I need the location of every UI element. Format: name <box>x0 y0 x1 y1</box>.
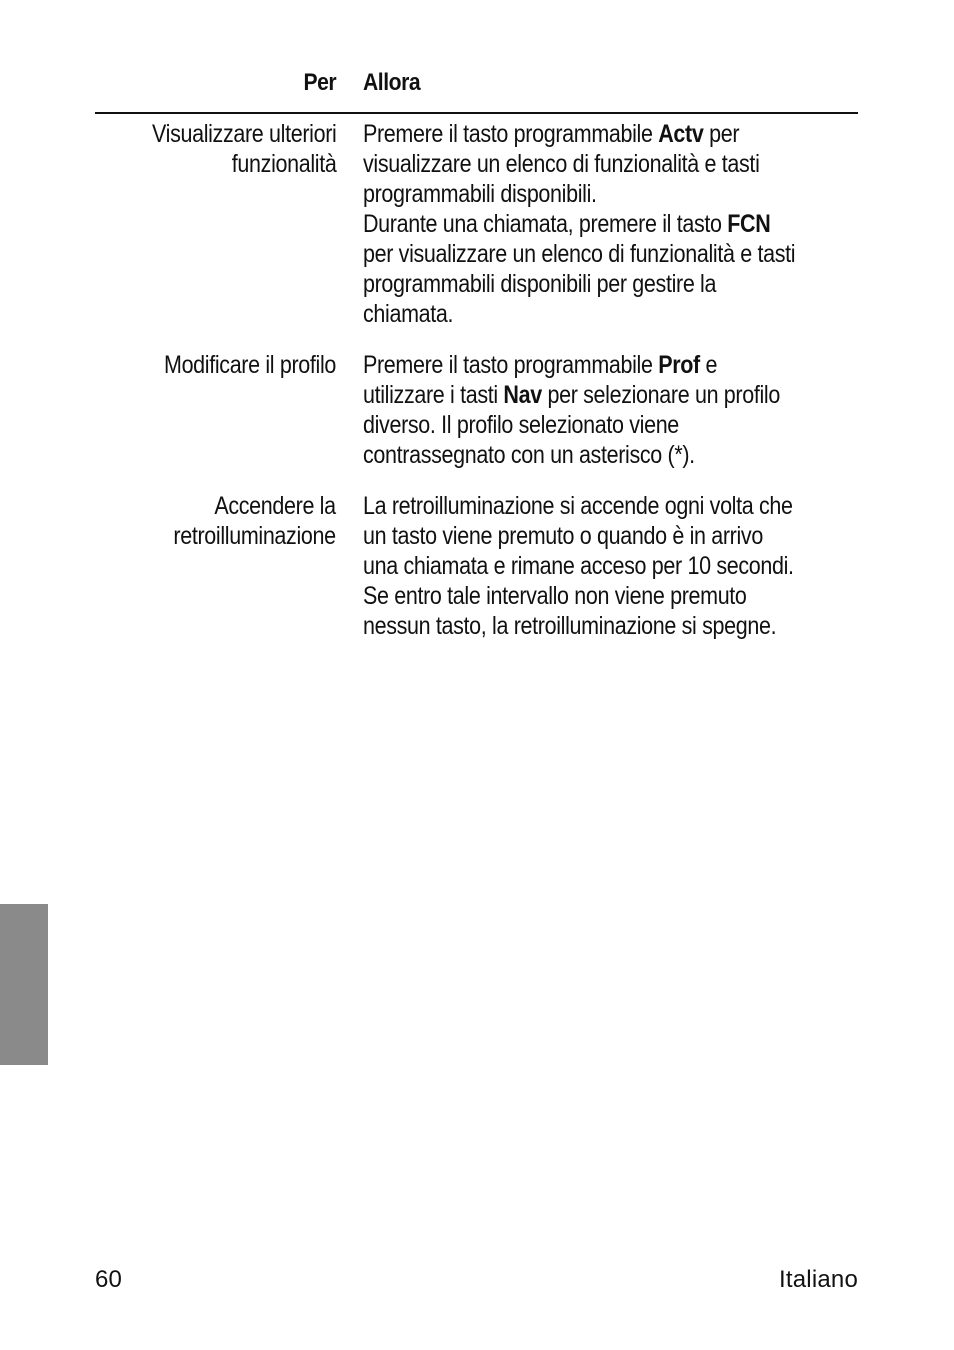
instruction-line: un tasto viene premuto o quando è in arrivo <box>363 522 763 550</box>
instruction-line: nessun tasto, la retroilluminazione si spegne. <box>363 612 777 640</box>
instruction-line: Premere il tasto programmabile Prof e <box>363 351 718 379</box>
instruction-line: utilizzare i tasti Nav per selezionare un profilo <box>363 381 780 409</box>
instruction-line: programmabili disponibili per gestire la <box>363 270 717 298</box>
row-instruction <box>363 491 794 641</box>
key-actv: Actv <box>658 120 704 148</box>
instruction-line: visualizzare un elenco di funzionalità e tasti <box>363 150 760 178</box>
language-label: Italiano <box>779 1266 858 1293</box>
section-tab-marker <box>0 904 48 1065</box>
instruction-line: una chiamata e rimane acceso per 10 secondi. <box>363 552 794 580</box>
row-action-line: Modificare il profilo <box>163 351 336 379</box>
row-action-label <box>164 350 336 380</box>
instruction-line: Premere il tasto programmabile Actv per <box>363 120 740 148</box>
instruction-line: chiamata. <box>363 300 454 328</box>
row-action-line: retroilluminazione <box>173 522 336 550</box>
instruction-line: diverso. Il profilo selezionato viene <box>363 411 679 439</box>
instruction-line: per visualizzare un elenco di funzionalità e tasti <box>363 240 796 268</box>
row-instruction <box>363 119 795 329</box>
row-action-label <box>152 119 336 179</box>
key-prof: Prof <box>658 351 700 379</box>
instruction-line: Durante una chiamata, premere il tasto FCN <box>363 210 771 238</box>
row-action-line: funzionalità <box>231 150 336 178</box>
instruction-line: La retroilluminazione si accende ogni volta che <box>363 492 793 520</box>
row-action-line: Visualizzare ulteriori <box>151 120 336 148</box>
instruction-line: Se entro tale intervallo non viene premuto <box>363 582 747 610</box>
row-action-label <box>174 491 336 551</box>
key-fcn: FCN <box>727 210 771 238</box>
table-header <box>95 66 858 114</box>
instruction-line: contrassegnato con un asterisco (*). <box>363 441 695 469</box>
instruction-line: programmabili disponibili. <box>363 180 597 208</box>
header-per: Per <box>303 69 336 96</box>
row-action-line: Accendere la <box>214 492 336 520</box>
header-allora: Allora <box>363 69 421 96</box>
row-instruction <box>363 350 780 470</box>
page-number: 60 <box>95 1266 123 1293</box>
key-nav: Nav <box>503 381 542 409</box>
